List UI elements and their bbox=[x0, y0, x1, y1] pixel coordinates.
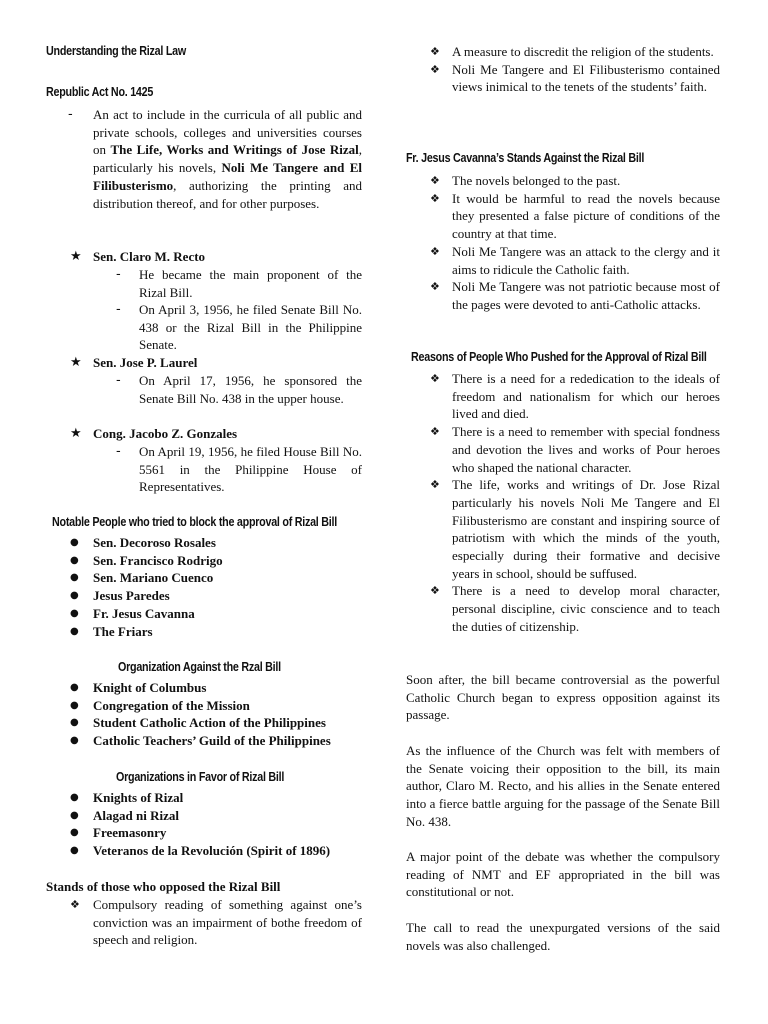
bullet-dot: ● bbox=[70, 699, 79, 711]
list-item-text: Jesus Paredes bbox=[93, 588, 170, 604]
list-item-text: Sen. Mariano Cuenco bbox=[93, 570, 214, 586]
list-item-text: A measure to discredit the religion of the students. bbox=[452, 44, 714, 59]
bullet-dot: ● bbox=[70, 607, 79, 619]
list-item-text: Freemasonry bbox=[93, 825, 167, 841]
list-item bbox=[406, 43, 720, 61]
list-item-text: Fr. Jesus Cavanna bbox=[93, 605, 195, 621]
list-item bbox=[406, 582, 720, 635]
org-against-heading: Organization Against the Rzal Bill bbox=[118, 660, 281, 674]
notable-people-list bbox=[46, 534, 362, 640]
diamond-marker: ❖ bbox=[430, 244, 440, 258]
stands-continued-list bbox=[406, 43, 720, 96]
list-item bbox=[46, 732, 362, 750]
list-item-text: Noli Me Tangere and El Filibusterismo contained views inimical to the tenets of the students’ faith. bbox=[452, 61, 720, 95]
list-item-text: There is a need to remember with special fondness and devotion the lives and works of Pour heroes who shaped the national character. bbox=[452, 424, 720, 475]
document-title: Understanding the Rizal Law bbox=[46, 44, 186, 58]
proponent-name: Sen. Claro M. Recto bbox=[93, 249, 206, 264]
dash-marker: - bbox=[116, 302, 121, 317]
proponent-laurel bbox=[46, 354, 362, 372]
list-item-text: Congregation of the Mission bbox=[93, 697, 250, 713]
list-item-text: Knight of Columbus bbox=[93, 680, 207, 695]
bullet-dot: ● bbox=[70, 537, 79, 548]
list-item bbox=[406, 278, 720, 313]
recto-item-text: On April 3, 1956, he filed Senate Bill No. 438 or the Rizal Bill in the Philippine Senate. bbox=[139, 302, 362, 353]
cavanna-heading: Fr. Jesus Cavanna’s Stands Against the Rizal Bill bbox=[406, 151, 645, 165]
list-item bbox=[406, 370, 720, 423]
list-item bbox=[46, 569, 362, 587]
bullet-dot: ● bbox=[70, 554, 79, 566]
bullet-dot: ● bbox=[70, 717, 79, 729]
list-item-text: The life, works and writings of Dr. Jose Rizal particularly his novels Noli Me Tangere and El Filibusterismo are constant and inspiring source of patriotism with which the minds of the youth, especially during their formative and decisive years in school, should be suffused. bbox=[452, 477, 720, 581]
recto-item bbox=[46, 301, 362, 354]
dash-marker: - bbox=[116, 373, 121, 388]
laurel-item bbox=[46, 372, 362, 407]
list-item-text: Noli Me Tangere was an attack to the clergy and it aims to ridicule the Catholic faith. bbox=[452, 243, 720, 277]
ra-text-bold: Noli Me Tangere and El Filibusterismo bbox=[93, 160, 362, 193]
republic-act-heading: Republic Act No. 1425 bbox=[46, 85, 154, 99]
star-marker: ★ bbox=[70, 249, 82, 264]
list-item-text: The Friars bbox=[93, 623, 153, 639]
list-item-text: There is a need for a rededication to the ideals of freedom and nationalism for which our heroes lived and died. bbox=[452, 371, 720, 422]
list-item bbox=[406, 243, 720, 278]
list-item bbox=[46, 552, 362, 570]
list-item-text: Sen. Decoroso Rosales bbox=[93, 535, 216, 550]
ra-text-part: An act to include in the curricula of all public and private schools, colleges and universities courses on bbox=[93, 107, 362, 158]
list-item bbox=[46, 679, 362, 697]
diamond-marker: ❖ bbox=[430, 425, 440, 439]
stands-item bbox=[46, 896, 362, 949]
proponent-name: Sen. Jose P. Laurel bbox=[93, 355, 198, 370]
star-marker: ★ bbox=[70, 426, 82, 441]
list-item-text: Noli Me Tangere was not patriotic because most of the pages were devoted to anti-Catholic attacks. bbox=[452, 279, 720, 312]
paragraph: As the influence of the Church was felt with members of the Senate voicing their opposition to the bill, its main author, Claro M. Recto, and his allies in the Senate entered into a fierce battle arguing for the passage of the Senate Bill No. 438. bbox=[406, 743, 720, 829]
list-item bbox=[406, 423, 720, 476]
bullet-dot: ● bbox=[70, 809, 79, 821]
org-favor-heading: Organizations in Favor of Rizal Bill bbox=[116, 770, 285, 784]
list-item bbox=[46, 534, 362, 552]
list-item bbox=[46, 807, 362, 825]
star-marker: ★ bbox=[70, 355, 82, 370]
diamond-marker: ❖ bbox=[430, 191, 440, 205]
proponent-recto bbox=[46, 248, 362, 266]
notable-people-heading: Notable People who tried to block the approval of Rizal Bill bbox=[52, 515, 337, 529]
paragraph: Soon after, the bill became controversial as the powerful Catholic Church began to express opposition against its passage. bbox=[406, 672, 720, 723]
paragraph: A major point of the debate was whether the compulsory reading of NMT and EF appropriated in the bill was constitutional or not. bbox=[406, 849, 720, 900]
org-favor-list bbox=[46, 789, 362, 860]
ra-text-part: , particularly his novels, bbox=[93, 142, 362, 176]
dash-marker: - bbox=[68, 107, 73, 122]
diamond-marker: ❖ bbox=[430, 174, 440, 187]
recto-item bbox=[46, 266, 362, 301]
list-item bbox=[46, 623, 362, 641]
diamond-marker: ❖ bbox=[70, 898, 80, 911]
ra-description-text bbox=[93, 106, 362, 212]
list-item bbox=[406, 476, 720, 582]
ra-description bbox=[46, 106, 362, 212]
gonzales-item-text: On April 19, 1956, he filed House Bill No. 5561 in the Philippine House of Representatives. bbox=[139, 444, 362, 495]
list-item-text: Knights of Rizal bbox=[93, 790, 184, 805]
list-item bbox=[406, 172, 720, 190]
diamond-marker: ❖ bbox=[430, 62, 440, 76]
reasons-list bbox=[406, 370, 720, 636]
list-item-text: Alagad ni Rizal bbox=[93, 807, 179, 823]
diamond-marker: ❖ bbox=[430, 478, 440, 492]
diamond-marker: ❖ bbox=[430, 280, 440, 294]
cavanna-list bbox=[406, 172, 720, 314]
laurel-item-text: On April 17, 1956, he sponsored the Senate Bill No. 438 in the upper house. bbox=[139, 373, 362, 406]
ra-text-part: , authorizing the printing and distribution thereof, and for other purposes. bbox=[93, 177, 362, 211]
diamond-marker: ❖ bbox=[430, 372, 440, 385]
bullet-dot: ● bbox=[70, 827, 79, 839]
bullet-dot: ● bbox=[70, 682, 79, 693]
list-item bbox=[406, 190, 720, 243]
stands-heading: Stands of those who opposed the Rizal Bill bbox=[46, 879, 281, 894]
reasons-heading: Reasons of People Who Pushed for the Approval of Rizal Bill bbox=[411, 350, 707, 364]
list-item bbox=[46, 697, 362, 715]
list-item bbox=[46, 824, 362, 842]
bullet-dot: ● bbox=[70, 572, 79, 584]
bullet-dot: ● bbox=[70, 735, 79, 747]
bullet-dot: ● bbox=[70, 792, 79, 803]
dash-marker: - bbox=[116, 267, 121, 282]
diamond-marker: ❖ bbox=[430, 45, 440, 58]
list-item bbox=[406, 61, 720, 96]
stands-item-text: Compulsory reading of something against one’s conviction was an impairment of bothe freedom of speech and religion. bbox=[93, 897, 362, 948]
list-item bbox=[46, 587, 362, 605]
dash-marker: - bbox=[116, 444, 121, 459]
list-item-text: It would be harmful to read the novels because they presented a false picture of conditions of the country at that time. bbox=[452, 190, 720, 242]
list-item-text: Sen. Francisco Rodrigo bbox=[93, 552, 223, 568]
list-item-text: Veteranos de la Revolución (Spirit of 1896) bbox=[93, 843, 331, 859]
ra-text-bold: The Life, Works and Writings of Jose Rizal bbox=[110, 142, 359, 158]
list-item bbox=[46, 842, 362, 860]
bullet-dot: ● bbox=[70, 590, 79, 602]
gonzales-item bbox=[46, 443, 362, 496]
diamond-marker: ❖ bbox=[430, 584, 440, 598]
list-item bbox=[46, 789, 362, 807]
list-item bbox=[46, 714, 362, 732]
proponent-name: Cong. Jacobo Z. Gonzales bbox=[93, 426, 238, 441]
bullet-dot: ● bbox=[70, 625, 79, 637]
list-item-text: Catholic Teachers’ Guild of the Philippines bbox=[93, 733, 331, 749]
list-item-text: The novels belonged to the past. bbox=[452, 173, 621, 188]
recto-item-text: He became the main proponent of the Rizal Bill. bbox=[139, 267, 362, 300]
bullet-dot: ● bbox=[70, 845, 79, 857]
org-against-list bbox=[46, 679, 362, 750]
list-item-text: There is a need to develop moral character, personal discipline, civic conscience and to teach the duties of citizenship. bbox=[452, 583, 720, 634]
list-item-text: Student Catholic Action of the Philippines bbox=[93, 715, 326, 731]
paragraph: The call to read the unexpurgated versions of the said novels was also challenged. bbox=[406, 920, 720, 953]
list-item bbox=[46, 605, 362, 623]
proponent-gonzales bbox=[46, 425, 362, 443]
